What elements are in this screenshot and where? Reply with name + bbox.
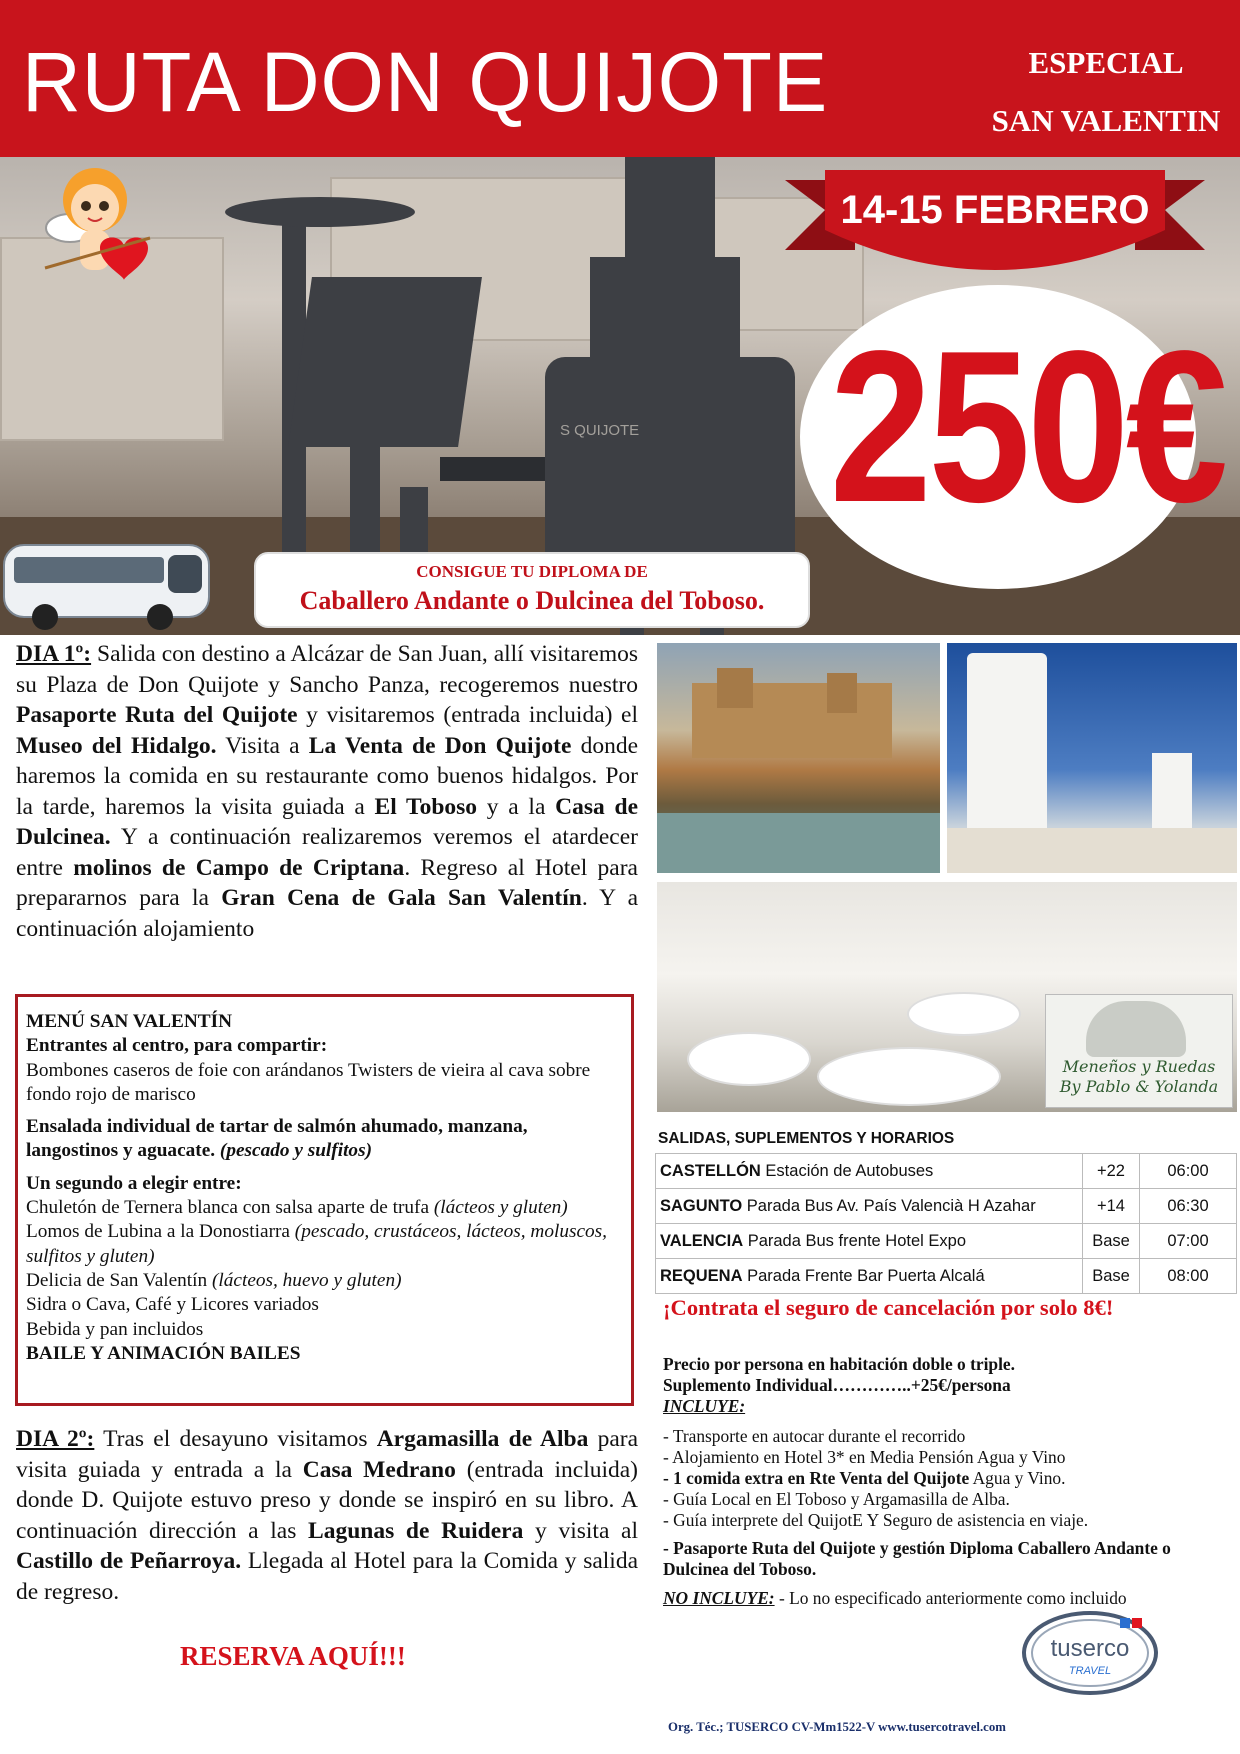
menu-dessert: Delicia de San Valentín (26, 1269, 212, 1291)
departure-city: CASTELLÓN (660, 1161, 761, 1180)
day2-text: Llegada al Hotel para la Comida y salida de regreso. (16, 1548, 639, 1605)
day1-text: donde haremos la comida en su restaurante como buenos hidalgos. Por la tarde, haremos la visita guiada a (16, 732, 639, 820)
departure-place: Parada Bus Av. País Valencià H Azahar (742, 1196, 1036, 1215)
departure-time: 06:00 (1140, 1154, 1237, 1189)
departure-place: Estación de Autobuses (760, 1161, 934, 1180)
includes-item: - Guía interprete del QuijotE Y Seguro de asistencia en viaje. (663, 1509, 1089, 1530)
table-row (656, 1224, 1237, 1259)
day1-label: DIA 1º: (16, 641, 92, 667)
menu-option1: Chuletón de Ternera blanca con salsa aparte de trufa (26, 1197, 434, 1219)
supplement: +22 (1083, 1154, 1140, 1189)
includes-item: Agua y Vino. (969, 1467, 1066, 1488)
table-row (656, 1154, 1237, 1189)
day1-highlight: El Toboso (374, 793, 478, 820)
day1-highlight: molinos de Campo de Criptana (73, 854, 405, 881)
diploma-callout (254, 552, 810, 628)
schedule-table (655, 1153, 1237, 1294)
badge-line1: ESPECIAL (1028, 45, 1184, 80)
logo-sub: TRAVEL (1068, 1665, 1112, 1677)
main-title: RUTA DON QUIJOTE (22, 35, 829, 129)
excludes-text: - Lo no especificado anteriormente como incluido (774, 1587, 1127, 1608)
table-row (656, 1259, 1237, 1294)
menu-drinks: Sidra o Cava, Café y Licores variados (26, 1294, 319, 1316)
footer-credits: Org. Téc.; TUSERCO CV-Mm1522-V www.tusercotravel.com (668, 1720, 1006, 1734)
day2-text: (entrada incluida) donde D. Quijote estuvo preso y donde se inspiró en su libro. A continuación dirección a las (16, 1456, 639, 1544)
insurance-offer: ¡Contrata el seguro de cancelación por solo 8€! (663, 1295, 1114, 1320)
departure-city: VALENCIA (660, 1231, 744, 1250)
logo-wordmark: tuserco (1050, 1635, 1130, 1662)
supplement: Base (1083, 1259, 1140, 1294)
day2-text: Tras el desayuno visitamos (94, 1426, 377, 1452)
day1-text: y a la (477, 793, 556, 820)
statue-inscription: S QUIJOTE (560, 422, 640, 439)
includes-label: INCLUYE: (663, 1395, 746, 1416)
reserve-link[interactable]: RESERVA AQUÍ!!! (180, 1641, 406, 1671)
includes-item: - Alojamiento en Hotel 3* en Media Pensión Agua y Vino (663, 1447, 1066, 1468)
departure-point (656, 1259, 1083, 1294)
price-basis: Precio por persona en habitación doble o triple. (663, 1354, 1015, 1374)
includes-item: - Guía Local en El Toboso y Argamasilla de Alba. (663, 1488, 1010, 1509)
includes-item-bold: - 1 comida extra en Rte Venta del Quijote (663, 1467, 970, 1488)
excludes-label: NO INCLUYE: (663, 1587, 775, 1608)
valentine-menu-box (15, 994, 634, 1406)
departure-time: 07:00 (1140, 1224, 1237, 1259)
sign-line2: By Pablo & Yolanda (1059, 1077, 1219, 1096)
day1-highlight: Museo del Hidalgo. (16, 732, 217, 759)
price: 250€ (829, 305, 1225, 547)
supplement: Base (1083, 1224, 1140, 1259)
departure-city: REQUENA (660, 1266, 743, 1285)
special-badge (990, 34, 1222, 150)
menu-salad-allergens: (pescado y sulfitos) (219, 1140, 372, 1162)
day1-text: . Y a continuación alojamiento (16, 885, 638, 942)
departure-point (656, 1154, 1083, 1189)
departure-city: SAGUNTO (660, 1196, 743, 1215)
cupid-icon (40, 158, 160, 298)
travel-dates: 14-15 FEBRERO (840, 188, 1150, 232)
bus-icon (0, 535, 215, 635)
supplement: +14 (1083, 1189, 1140, 1224)
menu-dance: BAILE Y ANIMACIÓN BAILES (26, 1342, 301, 1364)
diploma-line1: CONSIGUE TU DIPLOMA DE (416, 562, 648, 581)
schedule-title: SALIDAS, SUPLEMENTOS Y HORARIOS (658, 1130, 955, 1147)
banquet-hall-photo (657, 882, 1237, 1112)
menu-starters-heading: Entrantes al centro, para compartir: (26, 1035, 328, 1057)
departure-time: 06:30 (1140, 1189, 1237, 1224)
menu-salad: Ensalada individual de tartar de salmón ahumado, manzana, langostinos y aguacate. (26, 1116, 528, 1162)
day1-text: y visitaremos (entrada incluida) el (297, 702, 638, 728)
dance-couple-sign (1045, 994, 1233, 1108)
menu-second-heading: Un segundo a elegir entre: (26, 1172, 242, 1194)
menu-bread: Bebida y pan incluidos (26, 1318, 204, 1340)
departure-point (656, 1224, 1083, 1259)
day2-highlight: Casa Medrano (302, 1456, 456, 1483)
day1-itinerary (16, 639, 638, 944)
departure-time: 08:00 (1140, 1259, 1237, 1294)
day1-highlight: Casa de Dulcinea. (16, 793, 638, 850)
menu-title: MENÚ SAN VALENTÍN (26, 1011, 233, 1032)
windmills-photo (947, 643, 1237, 873)
day1-text: Visita a (216, 732, 309, 759)
day2-text: para visita guiada y entrada a la (16, 1426, 639, 1483)
diploma-line2: Caballero Andante o Dulcinea del Toboso. (299, 586, 765, 615)
menu-option2: Lomos de Lubina a la Donostiarra (26, 1221, 295, 1243)
day1-highlight: Gran Cena de Gala San Valentín (221, 885, 582, 911)
day1-text: Salida con destino a Alcázar de San Juan, allí visitaremos su Plaza de Don Quijote y Sancho Panza, recogeremos nuestro (16, 641, 638, 698)
day2-label: DIA 2º: (16, 1426, 95, 1452)
day1-text: . Regreso al Hotel para prepararnos para la (16, 854, 638, 911)
day2-text: y visita al (523, 1517, 639, 1544)
departure-place: Parada Frente Bar Puerta Alcalá (742, 1266, 985, 1285)
departure-place: Parada Bus frente Hotel Expo (743, 1231, 967, 1250)
includes-item-bold: - Pasaporte Ruta del Quijote y gestión Diploma Caballero Andante o Dulcinea del Toboso. (663, 1538, 1171, 1580)
day2-highlight: Argamasilla de Alba (376, 1426, 589, 1452)
departure-point (656, 1189, 1083, 1224)
day1-highlight: Pasaporte Ruta del Quijote (16, 702, 298, 728)
menu-option1-allergens: (lácteos y gluten) (433, 1197, 568, 1219)
day2-itinerary (16, 1424, 638, 1607)
table-row (656, 1189, 1237, 1224)
castle-photo (657, 643, 940, 873)
day1-text: Y a continuación realizaremos veremos el atardecer entre (16, 824, 638, 881)
single-supplement: Suplemento Individual…………..+25€/persona (663, 1374, 1011, 1395)
menu-dessert-allergens: (lácteos, huevo y gluten) (211, 1269, 402, 1291)
sign-line1: Meneños y Ruedas (1062, 1057, 1216, 1076)
menu-option2-allergens: (pescado, crustáceos, lácteos, moluscos, sulfitos y gluten) (26, 1221, 607, 1267)
day1-highlight: La Venta de Don Quijote (308, 732, 572, 759)
pricing-details (663, 1354, 1238, 1609)
badge-line2: SAN VALENTIN (991, 103, 1221, 138)
menu-starters: Bombones caseros de foie con arándanos Twisters de vieira al cava sobre fondo rojo de marisco (26, 1059, 591, 1105)
includes-item: - Transporte en autocar durante el recorrido (663, 1426, 966, 1447)
tuserco-logo (1020, 1608, 1160, 1698)
day2-highlight: Castillo de Peñarroya. (16, 1548, 242, 1574)
day2-highlight: Lagunas de Ruidera (308, 1517, 524, 1544)
